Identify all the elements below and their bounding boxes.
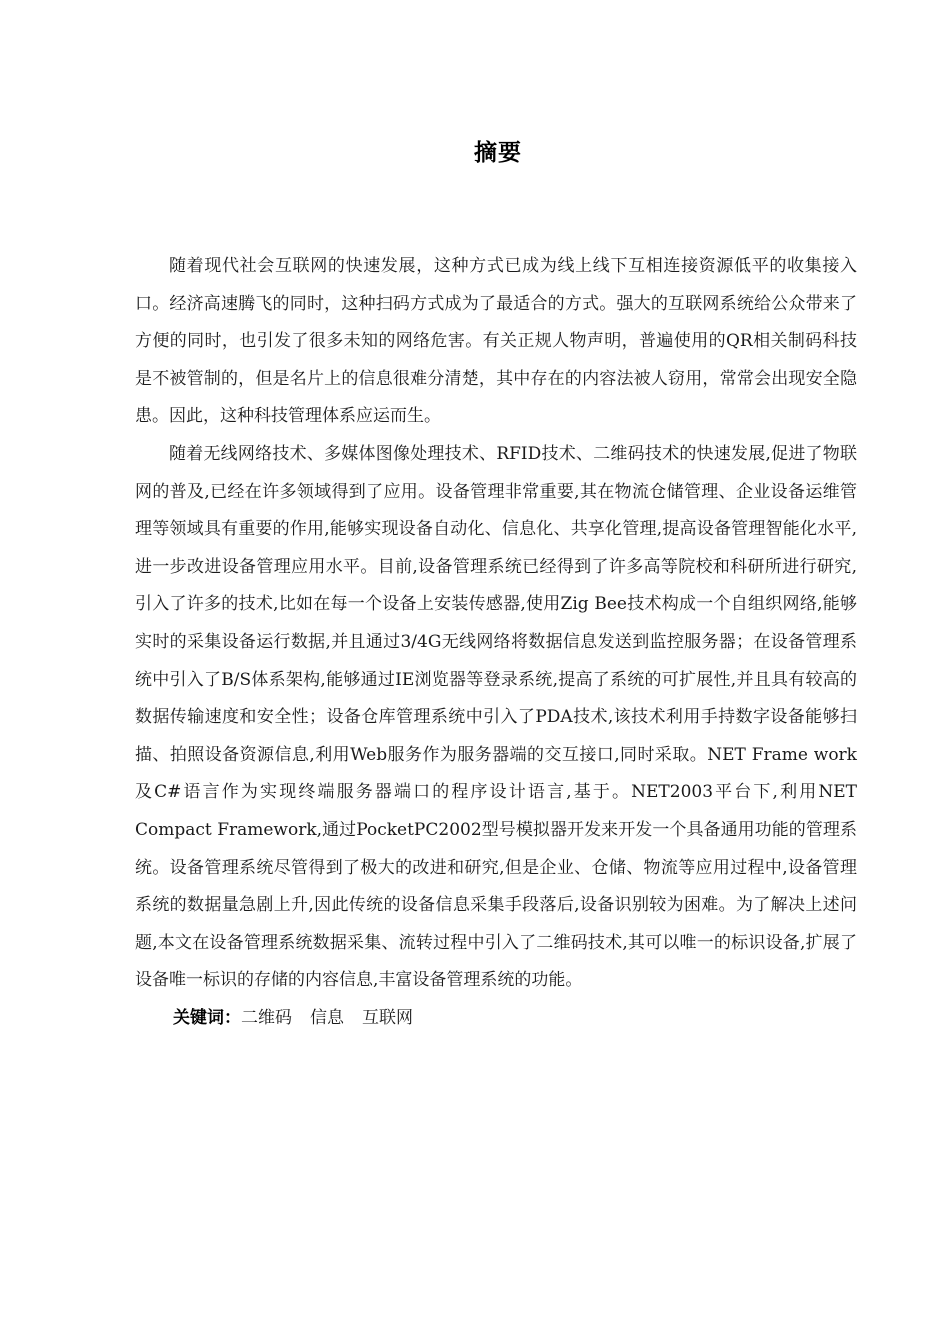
abstract-paragraph-1: 随着现代社会互联网的快速发展，这种方式已成为线上线下互相连接资源低平的收集接入口。经济高速腾飞的同时，这种扫码方式成为了最适合的方式。强大的互联网系统给公众带来了方便的同时，也引发了很多未知的网络危害。有关正规人物声明，普遍使用的QR相关制码科技是不被管制的，但是名片上的信息很难分清楚，其中存在的内容法被人窃用，常常会出现安全隐患。因此，这种科技管理体系应运而生。	[135, 256, 857, 427]
keyword-item: 二维码	[241, 1007, 292, 1028]
keywords-label: 关键词：	[173, 1007, 241, 1028]
abstract-title: 摘要	[474, 140, 522, 166]
keyword-item: 信息	[310, 1007, 344, 1028]
abstract-body	[135, 248, 857, 1037]
keyword-item: 互联网	[362, 1007, 413, 1028]
abstract-paragraph-2: 随着无线网络技术、多媒体图像处理技术、RFID技术、二维码技术的快速发展,促进了物联网的普及,已经在许多领域得到了应用。设备管理非常重要,其在物流仓储管理、企业设备运维管理等领域具有重要的作用,能够实现设备自动化、信息化、共享化管理,提高设备管理智能化水平,进一步改进设备管理应用水平。目前,设备管理系统已经得到了许多高等院校和科研所进行研究,引入了许多的技术,比如在每一个设备上安装传感器,使用Zig Bee技术构成一个自组织网络,能够实时的采集设备运行数据,并且通过3/4G无线网络将数据信息发送到监控服务器；在设备管理系统中引入了B/S体系架构,能够通过IE浏览器等登录系统,提高了系统的可扩展性,并且具有较高的数据传输速度和安全性；设备仓库管理系统中引入了PDA技术,该技术利用手持数字设备能够扫描、拍照设备资源信息,利用Web服务作为服务器端的交互接口,同时采取。NET Frame work及C#语言作为实现终端服务器端口的程序设计语言,基于。NET2003平台下,利用NET Compact Framework,通过PocketPC2002型号模拟器开发来开发一个具备通用功能的管理系统。设备管理系统尽管得到了极大的改进和研究,但是企业、仓储、物流等应用过程中,设备管理系统的数据量急剧上升,因此传统的设备信息采集手段落后,设备识别较为困难。为了解决上述问题,本文在设备管理系统数据采集、流转过程中引入了二维码技术,其可以唯一的标识设备,扩展了设备唯一标识的存储的内容信息,丰富设备管理系统的功能。	[135, 443, 857, 991]
keywords-line	[135, 1000, 857, 1038]
